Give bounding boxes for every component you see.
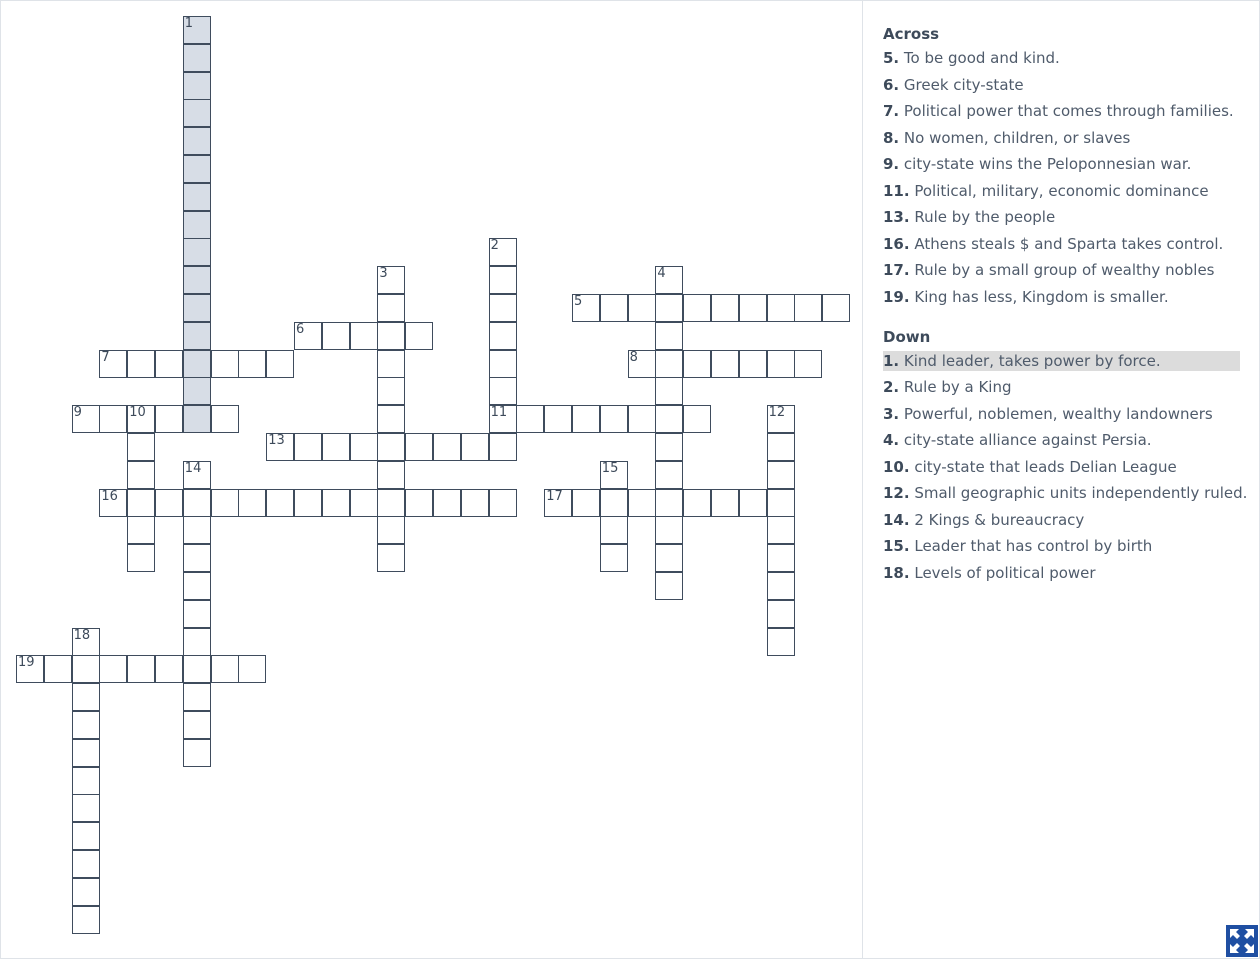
clue-number: 18 bbox=[73, 627, 91, 643]
grid-cell[interactable] bbox=[767, 433, 795, 461]
grid-cell[interactable] bbox=[350, 433, 378, 461]
grid-cell[interactable] bbox=[822, 294, 850, 322]
grid-cell[interactable] bbox=[99, 655, 127, 683]
grid-cell[interactable] bbox=[489, 405, 517, 433]
grid-cell[interactable] bbox=[183, 211, 211, 239]
grid-cell[interactable] bbox=[183, 350, 211, 378]
grid-cell[interactable] bbox=[600, 544, 628, 572]
grid-cell[interactable] bbox=[183, 572, 211, 600]
clue-number-label: 1. bbox=[883, 351, 900, 370]
down-clue[interactable] bbox=[883, 483, 1248, 503]
grid-cell[interactable] bbox=[377, 350, 405, 378]
clue-text: Athens steals $ and Sparta takes control. bbox=[914, 234, 1224, 253]
clue-text: Political, military, economic dominance bbox=[914, 181, 1209, 200]
grid-cell[interactable] bbox=[628, 489, 656, 517]
grid-cell[interactable] bbox=[600, 516, 628, 544]
grid-cell[interactable] bbox=[683, 489, 711, 517]
down-clue[interactable] bbox=[883, 536, 1240, 556]
down-clue[interactable] bbox=[883, 563, 1240, 583]
clues-panel bbox=[883, 20, 1248, 589]
grid-cell[interactable] bbox=[155, 405, 183, 433]
grid-cell[interactable] bbox=[183, 489, 211, 517]
clue-number-label: 18. bbox=[883, 563, 910, 582]
grid-cell[interactable] bbox=[183, 72, 211, 100]
grid-cell[interactable] bbox=[183, 655, 211, 683]
clue-text: city-state that leads Delian League bbox=[914, 457, 1177, 476]
grid-cell[interactable] bbox=[183, 711, 211, 739]
clue-text: city-state wins the Peloponnesian war. bbox=[903, 155, 1192, 173]
clue-number-label: 3. bbox=[883, 404, 900, 423]
grid-cell[interactable] bbox=[72, 739, 100, 767]
clue-text: Powerful, noblemen, wealthy landowners bbox=[903, 404, 1213, 423]
grid-cell[interactable] bbox=[655, 377, 683, 405]
grid-cell[interactable] bbox=[405, 489, 433, 517]
down-clue[interactable] bbox=[883, 377, 1240, 397]
clue-number: 2 bbox=[490, 238, 499, 254]
grid-cell[interactable] bbox=[628, 294, 656, 322]
grid-cell[interactable] bbox=[489, 266, 517, 294]
grid-cell[interactable] bbox=[767, 489, 795, 517]
grid-cell[interactable] bbox=[155, 655, 183, 683]
clue-number: 19 bbox=[18, 655, 35, 671]
grid-cell[interactable] bbox=[266, 350, 294, 378]
grid-cell[interactable] bbox=[16, 655, 44, 683]
grid-cell[interactable] bbox=[683, 350, 711, 378]
grid-cell[interactable] bbox=[238, 350, 266, 378]
grid-cell[interactable] bbox=[516, 405, 544, 433]
grid-cell[interactable] bbox=[294, 489, 322, 517]
grid-cell[interactable] bbox=[794, 350, 822, 378]
grid-cell[interactable] bbox=[183, 155, 211, 183]
clue-number: 4 bbox=[657, 266, 666, 282]
clue-number-label: 6. bbox=[883, 75, 900, 94]
grid-cell[interactable] bbox=[72, 628, 100, 656]
grid-cell[interactable] bbox=[739, 294, 767, 322]
crossword-grid-panel bbox=[1, 1, 862, 958]
grid-cell[interactable] bbox=[350, 489, 378, 517]
clue-number-label: 10. bbox=[883, 457, 910, 476]
across-clue[interactable] bbox=[883, 181, 1240, 201]
grid-cell[interactable] bbox=[99, 489, 127, 517]
grid-cell[interactable] bbox=[767, 628, 795, 656]
grid-cell[interactable] bbox=[794, 294, 822, 322]
grid-cell[interactable] bbox=[655, 322, 683, 350]
across-clue[interactable] bbox=[883, 48, 1240, 68]
grid-cell[interactable] bbox=[628, 350, 656, 378]
clue-number: 14 bbox=[184, 460, 202, 476]
clue-number: 10 bbox=[129, 405, 146, 421]
clue-number-label: 19. bbox=[883, 287, 910, 306]
grid-cell[interactable] bbox=[767, 294, 795, 322]
grid-cell[interactable] bbox=[489, 377, 517, 405]
grid-cell[interactable] bbox=[489, 489, 517, 517]
clue-number-label: 15. bbox=[883, 537, 910, 555]
grid-cell[interactable] bbox=[655, 461, 683, 489]
clue-number-label: 7. bbox=[883, 102, 900, 120]
grid-cell[interactable] bbox=[127, 516, 155, 544]
grid-cell[interactable] bbox=[461, 489, 489, 517]
grid-cell[interactable] bbox=[544, 405, 572, 433]
grid-cell[interactable] bbox=[72, 822, 100, 850]
grid-cell[interactable] bbox=[183, 461, 211, 489]
grid-cell[interactable] bbox=[183, 238, 211, 266]
grid-cell[interactable] bbox=[377, 461, 405, 489]
grid-cell[interactable] bbox=[711, 350, 739, 378]
grid-cell[interactable] bbox=[655, 405, 683, 433]
clue-text: Rule by a small group of wealthy nobles bbox=[914, 261, 1215, 279]
grid-cell[interactable] bbox=[183, 99, 211, 127]
clue-number: 11 bbox=[490, 405, 508, 421]
down-clue-list bbox=[883, 351, 1248, 583]
grid-cell[interactable] bbox=[433, 433, 461, 461]
grid-cell[interactable] bbox=[377, 516, 405, 544]
grid-cell[interactable] bbox=[572, 405, 600, 433]
grid-cell[interactable] bbox=[350, 322, 378, 350]
grid-cell[interactable] bbox=[489, 350, 517, 378]
grid-cell[interactable] bbox=[183, 322, 211, 350]
across-clue-list bbox=[883, 48, 1240, 307]
grid-cell[interactable] bbox=[767, 405, 795, 433]
grid-cell[interactable] bbox=[211, 350, 239, 378]
grid-cell[interactable] bbox=[767, 461, 795, 489]
grid-cell[interactable] bbox=[655, 489, 683, 517]
grid-cell[interactable] bbox=[72, 711, 100, 739]
down-clue[interactable] bbox=[883, 430, 1240, 450]
grid-cell[interactable] bbox=[183, 183, 211, 211]
clue-number-label: 4. bbox=[883, 431, 900, 449]
grid-cell[interactable] bbox=[238, 655, 266, 683]
grid-cell[interactable] bbox=[183, 600, 211, 628]
clue-number-label: 13. bbox=[883, 208, 910, 226]
grid-cell[interactable] bbox=[99, 405, 127, 433]
grid-cell[interactable] bbox=[655, 516, 683, 544]
clue-number: 7 bbox=[101, 349, 110, 365]
grid-cell[interactable] bbox=[489, 433, 517, 461]
grid-cell[interactable] bbox=[294, 433, 322, 461]
grid-cell[interactable] bbox=[322, 489, 350, 517]
grid-cell[interactable] bbox=[183, 516, 211, 544]
grid-cell[interactable] bbox=[183, 44, 211, 72]
grid-cell[interactable] bbox=[600, 489, 628, 517]
across-clue[interactable] bbox=[883, 234, 1240, 254]
grid-cell[interactable] bbox=[377, 294, 405, 322]
clue-text: Greek city-state bbox=[903, 75, 1024, 94]
clue-text: Kind leader, takes power by force. bbox=[903, 351, 1161, 370]
grid-cell[interactable] bbox=[377, 322, 405, 350]
grid-cell[interactable] bbox=[183, 405, 211, 433]
grid-cell[interactable] bbox=[767, 350, 795, 378]
down-clue[interactable] bbox=[883, 510, 1240, 530]
clue-number: 13 bbox=[268, 433, 285, 448]
grid-cell[interactable] bbox=[767, 516, 795, 544]
grid-cell[interactable] bbox=[72, 767, 100, 795]
grid-cell[interactable] bbox=[72, 878, 100, 906]
grid-cell[interactable] bbox=[155, 350, 183, 378]
clue-number-label: 5. bbox=[883, 49, 900, 67]
grid-cell[interactable] bbox=[183, 294, 211, 322]
grid-cell[interactable] bbox=[44, 655, 72, 683]
grid-cell[interactable] bbox=[322, 433, 350, 461]
clue-number: 6 bbox=[296, 321, 305, 337]
clue-text: Political power that comes through families. bbox=[903, 102, 1234, 120]
grid-cell[interactable] bbox=[628, 405, 656, 433]
grid-cell[interactable] bbox=[377, 377, 405, 405]
clue-text: Leader that has control by birth bbox=[914, 537, 1153, 555]
grid-cell[interactable] bbox=[739, 350, 767, 378]
grid-cell[interactable] bbox=[266, 433, 294, 461]
grid-cell[interactable] bbox=[72, 405, 100, 433]
clue-text: Rule by the people bbox=[914, 208, 1056, 226]
grid-cell[interactable] bbox=[489, 238, 517, 266]
clue-text: To be good and kind. bbox=[903, 49, 1060, 67]
grid-cell[interactable] bbox=[572, 294, 600, 322]
grid-cell[interactable] bbox=[655, 350, 683, 378]
grid-cell[interactable] bbox=[127, 655, 155, 683]
grid-cell[interactable] bbox=[683, 405, 711, 433]
clue-text: 2 Kings & bureaucracy bbox=[914, 510, 1085, 529]
grid-cell[interactable] bbox=[655, 572, 683, 600]
clue-number-label: 9. bbox=[883, 155, 900, 173]
clue-number-label: 11. bbox=[883, 181, 910, 200]
grid-cell[interactable] bbox=[183, 377, 211, 405]
clue-number: 12 bbox=[768, 405, 786, 421]
clue-number: 9 bbox=[73, 405, 82, 421]
grid-cell[interactable] bbox=[544, 489, 572, 517]
across-clue[interactable] bbox=[883, 260, 1240, 280]
grid-cell[interactable] bbox=[405, 322, 433, 350]
clue-number: 15 bbox=[601, 460, 619, 476]
grid-cell[interactable] bbox=[127, 350, 155, 378]
grid-cell[interactable] bbox=[377, 544, 405, 572]
grid-cell[interactable] bbox=[405, 433, 433, 461]
expand-arrows-icon bbox=[1226, 925, 1258, 957]
grid-cell[interactable] bbox=[183, 739, 211, 767]
across-clue[interactable] bbox=[883, 207, 1240, 227]
grid-cell[interactable] bbox=[127, 405, 155, 433]
grid-cell[interactable] bbox=[600, 461, 628, 489]
grid-cell[interactable] bbox=[767, 600, 795, 628]
grid-cell[interactable] bbox=[211, 655, 239, 683]
clue-text: King has less, Kingdom is smaller. bbox=[914, 287, 1169, 306]
crossword-grid bbox=[1, 1, 862, 958]
grid-cell[interactable] bbox=[183, 544, 211, 572]
clue-text: Levels of political power bbox=[914, 563, 1096, 582]
grid-cell[interactable] bbox=[99, 350, 127, 378]
clue-number-label: 2. bbox=[883, 378, 900, 396]
grid-cell[interactable] bbox=[600, 294, 628, 322]
grid-cell[interactable] bbox=[489, 322, 517, 350]
clue-number-label: 16. bbox=[883, 234, 910, 253]
down-clue[interactable] bbox=[883, 351, 1240, 371]
grid-cell[interactable] bbox=[655, 544, 683, 572]
grid-cell[interactable] bbox=[72, 906, 100, 934]
grid-cell[interactable] bbox=[377, 266, 405, 294]
grid-cell[interactable] bbox=[211, 405, 239, 433]
grid-cell[interactable] bbox=[739, 489, 767, 517]
grid-cell[interactable] bbox=[72, 850, 100, 878]
grid-cell[interactable] bbox=[183, 127, 211, 155]
grid-cell[interactable] bbox=[711, 489, 739, 517]
grid-cell[interactable] bbox=[127, 461, 155, 489]
clue-text: No women, children, or slaves bbox=[903, 128, 1131, 147]
across-clue[interactable] bbox=[883, 101, 1240, 121]
clue-text: Rule by a King bbox=[903, 378, 1012, 396]
grid-cell[interactable] bbox=[377, 433, 405, 461]
across-clue[interactable] bbox=[883, 154, 1240, 174]
clue-number: 8 bbox=[629, 349, 638, 365]
grid-cell[interactable] bbox=[72, 655, 100, 683]
grid-cell[interactable] bbox=[72, 794, 100, 822]
grid-cell[interactable] bbox=[377, 405, 405, 433]
clue-number-label: 17. bbox=[883, 261, 910, 279]
across-clue[interactable] bbox=[883, 128, 1240, 148]
grid-cell[interactable] bbox=[767, 572, 795, 600]
panel-divider bbox=[862, 1, 863, 958]
clue-number: 16 bbox=[101, 488, 118, 504]
clue-number-label: 14. bbox=[883, 510, 910, 529]
grid-cell[interactable] bbox=[655, 266, 683, 294]
clue-number: 1 bbox=[184, 16, 194, 31]
grid-cell[interactable] bbox=[266, 489, 294, 517]
grid-cell[interactable] bbox=[238, 489, 266, 517]
grid-cell[interactable] bbox=[489, 294, 517, 322]
grid-cell[interactable] bbox=[461, 433, 489, 461]
across-clue[interactable] bbox=[883, 75, 1240, 95]
grid-cell[interactable] bbox=[600, 405, 628, 433]
grid-cell[interactable] bbox=[155, 489, 183, 517]
fullscreen-button[interactable] bbox=[1226, 925, 1258, 957]
grid-cell[interactable] bbox=[183, 16, 211, 44]
clue-text: Small geographic units independently ruled. bbox=[914, 484, 1248, 502]
grid-cell[interactable] bbox=[767, 544, 795, 572]
grid-cell[interactable] bbox=[127, 433, 155, 461]
across-clue[interactable] bbox=[883, 287, 1240, 307]
grid-cell[interactable] bbox=[183, 628, 211, 656]
grid-cell[interactable] bbox=[683, 294, 711, 322]
down-clue[interactable] bbox=[883, 457, 1240, 477]
clue-number-label: 12. bbox=[883, 484, 910, 502]
grid-cell[interactable] bbox=[183, 683, 211, 711]
grid-cell[interactable] bbox=[377, 489, 405, 517]
grid-cell[interactable] bbox=[127, 544, 155, 572]
down-heading: Down bbox=[883, 327, 931, 346]
grid-cell[interactable] bbox=[294, 322, 322, 350]
grid-cell[interactable] bbox=[183, 266, 211, 294]
grid-cell[interactable] bbox=[655, 433, 683, 461]
grid-cell[interactable] bbox=[322, 322, 350, 350]
clue-number: 3 bbox=[379, 266, 388, 282]
clue-number-label: 8. bbox=[883, 128, 900, 147]
across-heading: Across bbox=[883, 25, 940, 43]
grid-cell[interactable] bbox=[72, 683, 100, 711]
grid-cell[interactable] bbox=[655, 294, 683, 322]
clue-number: 17 bbox=[546, 488, 563, 504]
grid-cell[interactable] bbox=[572, 489, 600, 517]
grid-cell[interactable] bbox=[127, 489, 155, 517]
clue-text: city-state alliance against Persia. bbox=[903, 431, 1152, 449]
clue-number: 5 bbox=[574, 294, 583, 309]
grid-cell[interactable] bbox=[711, 294, 739, 322]
grid-cell[interactable] bbox=[211, 489, 239, 517]
grid-cell[interactable] bbox=[433, 489, 461, 517]
down-clue[interactable] bbox=[883, 404, 1240, 424]
